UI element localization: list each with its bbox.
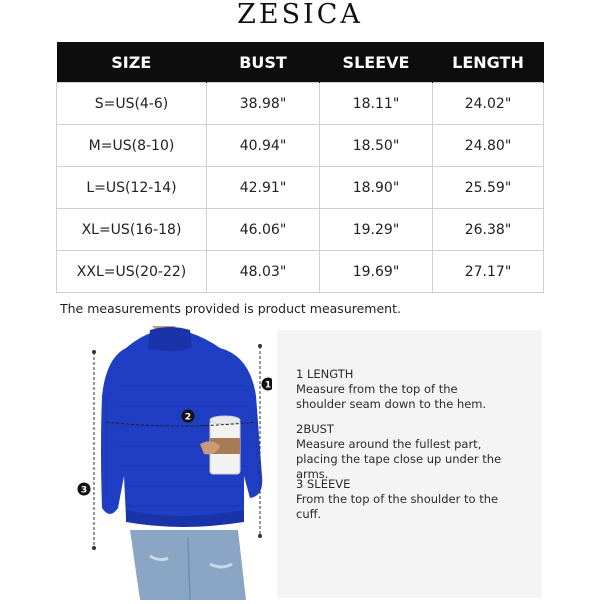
- size-cell: M=US(8-10): [57, 125, 207, 167]
- brand-logo: ZESICA: [237, 0, 363, 30]
- step-description: From the top of the shoulder to the cuff.: [296, 492, 499, 521]
- collar-shape: [148, 327, 192, 351]
- header-bust: BUST: [207, 42, 320, 83]
- sweater-illustration: [60, 326, 272, 600]
- sleeve-cell: 18.50": [320, 125, 433, 167]
- sleeve-cell: 19.69": [320, 251, 433, 293]
- step-number: 3: [296, 477, 304, 491]
- step-number: 2: [296, 422, 304, 436]
- size-cell: XXL=US(20-22): [57, 251, 207, 293]
- step-description: Measure from the top of the shoulder seam down to the hem.: [296, 382, 487, 411]
- guide-step-length: [296, 367, 506, 412]
- table-row: [57, 251, 544, 293]
- bust-cell: 48.03": [207, 251, 320, 293]
- sleeve-cell: 19.29": [320, 209, 433, 251]
- table-row: [57, 209, 544, 251]
- length-cell: 26.38": [433, 209, 544, 251]
- svg-text:2: 2: [184, 412, 192, 423]
- sweater-figure: [60, 326, 272, 600]
- bust-cell: 40.94": [207, 125, 320, 167]
- bust-cell: 42.91": [207, 167, 320, 209]
- guide-step-bust: [296, 422, 521, 482]
- step-description: Measure around the fullest part, placing the tape close up under the arms.: [296, 437, 502, 481]
- length-cell: 24.02": [433, 83, 544, 125]
- bust-cell: 46.06": [207, 209, 320, 251]
- measurement-note: The measurements provided is product measurement.: [60, 301, 401, 316]
- guide-step-sleeve: [296, 477, 526, 522]
- svg-text:1: 1: [264, 380, 272, 391]
- step-number: 1: [296, 367, 304, 381]
- step-title: LENGTH: [306, 367, 354, 381]
- step-title: BUST: [303, 422, 334, 436]
- table-header-row: [57, 42, 544, 83]
- table-row: [57, 83, 544, 125]
- measurement-guide-panel: [277, 330, 542, 598]
- sleeve-cell: 18.11": [320, 83, 433, 125]
- size-cell: XL=US(16-18): [57, 209, 207, 251]
- step-title: SLEEVE: [306, 477, 351, 491]
- sleeve-cell: 18.90": [320, 167, 433, 209]
- svg-text:3: 3: [80, 485, 88, 496]
- bust-cell: 38.98": [207, 83, 320, 125]
- header-size: SIZE: [57, 42, 207, 83]
- table-row: [57, 167, 544, 209]
- size-cell: L=US(12-14): [57, 167, 207, 209]
- size-chart-table: [56, 42, 544, 293]
- header-length: LENGTH: [433, 42, 544, 83]
- length-cell: 24.80": [433, 125, 544, 167]
- header-sleeve: SLEEVE: [320, 42, 433, 83]
- length-cell: 27.17": [433, 251, 544, 293]
- size-cell: S=US(4-6): [57, 83, 207, 125]
- length-cell: 25.59": [433, 167, 544, 209]
- table-row: [57, 125, 544, 167]
